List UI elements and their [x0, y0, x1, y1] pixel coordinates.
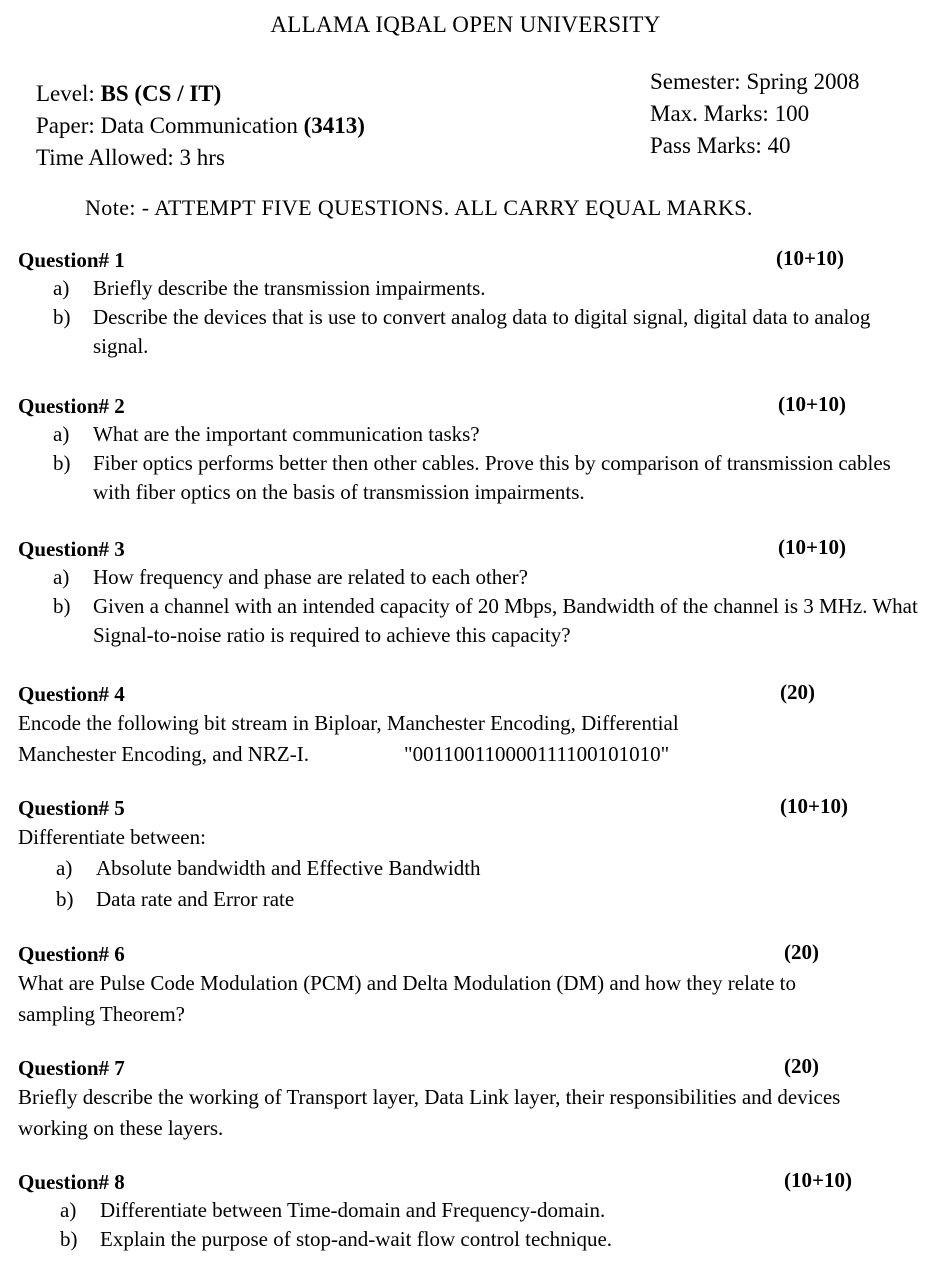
item-label: a) [53, 565, 70, 589]
question-2 [18, 394, 923, 507]
instructions-note: Note: - ATTEMPT FIVE QUESTIONS. ALL CARRY EQUAL MARKS. [85, 195, 753, 220]
item-text: Describe the devices that is use to convert analog data to digital signal, digital data to analog signal. [93, 305, 871, 358]
question-title: Question# 3 [18, 537, 125, 561]
question-body-line: Encode the following bit stream in Biploar, Manchester Encoding, Differential [18, 711, 679, 735]
question-5 [18, 796, 923, 915]
item-label: a) [60, 1198, 77, 1222]
question-header [18, 796, 923, 822]
question-body: Differentiate between: [18, 825, 206, 849]
time-allowed: Time Allowed: 3 hrs [36, 145, 225, 170]
question-header [18, 942, 923, 968]
question-marks: (10+10) [778, 392, 846, 416]
question-item [18, 853, 923, 884]
question-body: Briefly describe the working of Transport layer, Data Link layer, their responsibilities and devices working on these layers. [18, 1085, 841, 1140]
question-title: Question# 5 [18, 796, 125, 820]
item-text: Absolute bandwidth and Effective Bandwidth [96, 856, 481, 880]
paper-line [36, 110, 365, 142]
question-marks: (10+10) [784, 1168, 852, 1192]
pass-marks: Pass Marks: 40 [650, 133, 791, 158]
question-header [18, 1056, 923, 1082]
max-marks: Max. Marks: 100 [650, 101, 810, 126]
question-header [18, 248, 923, 274]
question-item [18, 303, 893, 361]
item-label: a) [53, 276, 70, 300]
item-label: b) [53, 305, 71, 329]
item-text: How frequency and phase are related to each other? [93, 565, 528, 589]
question-title: Question# 8 [18, 1170, 125, 1194]
item-label: b) [56, 887, 74, 911]
question-title: Question# 7 [18, 1056, 125, 1080]
item-label: b) [53, 451, 71, 475]
question-title: Question# 2 [18, 394, 125, 418]
question-marks: (20) [784, 1054, 819, 1078]
question-item [18, 592, 923, 650]
question-title: Question# 6 [18, 942, 125, 966]
item-text: Briefly describe the transmission impairments. [93, 276, 486, 300]
question-title: Question# 4 [18, 682, 125, 706]
question-6 [18, 942, 923, 1030]
question-marks: (10+10) [776, 246, 844, 270]
item-text: Explain the purpose of stop-and-wait flow control technique. [100, 1227, 613, 1251]
question-item [18, 1196, 923, 1225]
exam-details-right [650, 66, 860, 162]
question-body [18, 708, 923, 770]
question-header [18, 537, 923, 563]
exam-details-left [36, 78, 365, 174]
item-label: a) [53, 422, 70, 446]
question-body-text: Manchester Encoding, and NRZ-I. [18, 742, 309, 766]
question-header [18, 394, 923, 420]
question-body: What are Pulse Code Modulation (PCM) and Delta Modulation (DM) and how they relate to sampling Theorem? [18, 971, 797, 1026]
semester: Semester: Spring 2008 [650, 69, 860, 94]
level-value: BS (CS / IT) [100, 81, 222, 106]
item-text: What are the important communication tasks? [93, 422, 480, 446]
question-marks: (10+10) [780, 794, 848, 818]
bit-stream: "001100110000111100101010" [404, 742, 670, 766]
question-4 [18, 682, 923, 770]
item-text: Differentiate between Time-domain and Frequency-domain. [100, 1198, 606, 1222]
question-item [18, 563, 923, 592]
question-item [18, 274, 923, 303]
question-item [18, 420, 923, 449]
question-marks: (10+10) [778, 535, 846, 559]
item-label: b) [53, 594, 71, 618]
question-item [18, 1225, 923, 1254]
question-3 [18, 537, 923, 650]
question-header [18, 1170, 923, 1196]
level-line [36, 78, 365, 110]
question-item [18, 884, 923, 915]
question-7 [18, 1056, 923, 1144]
question-body-line [18, 739, 923, 770]
item-text: Data rate and Error rate [96, 887, 295, 911]
university-title: ALLAMA IQBAL OPEN UNIVERSITY [270, 12, 661, 37]
question-header [18, 682, 923, 708]
paper-code: (3413) [303, 113, 365, 138]
item-text: Fiber optics performs better then other cables. Prove this by comparison of transmission cables with fiber optics on the basis of transmission impairments. [93, 451, 891, 504]
question-item [18, 449, 893, 507]
question-title: Question# 1 [18, 248, 125, 272]
item-label: b) [60, 1227, 78, 1251]
item-text: Given a channel with an intended capacity of 20 Mbps, Bandwidth of the channel is 3 MHz. What Signal-to-noise ratio is required to achieve this capacity? [93, 594, 918, 647]
question-marks: (20) [780, 680, 815, 704]
paper-label: Paper: Data Communication [36, 113, 304, 138]
question-1 [18, 248, 923, 361]
question-marks: (20) [784, 940, 819, 964]
level-label: Level: [36, 81, 101, 106]
question-8 [18, 1170, 923, 1254]
item-label: a) [56, 856, 73, 880]
